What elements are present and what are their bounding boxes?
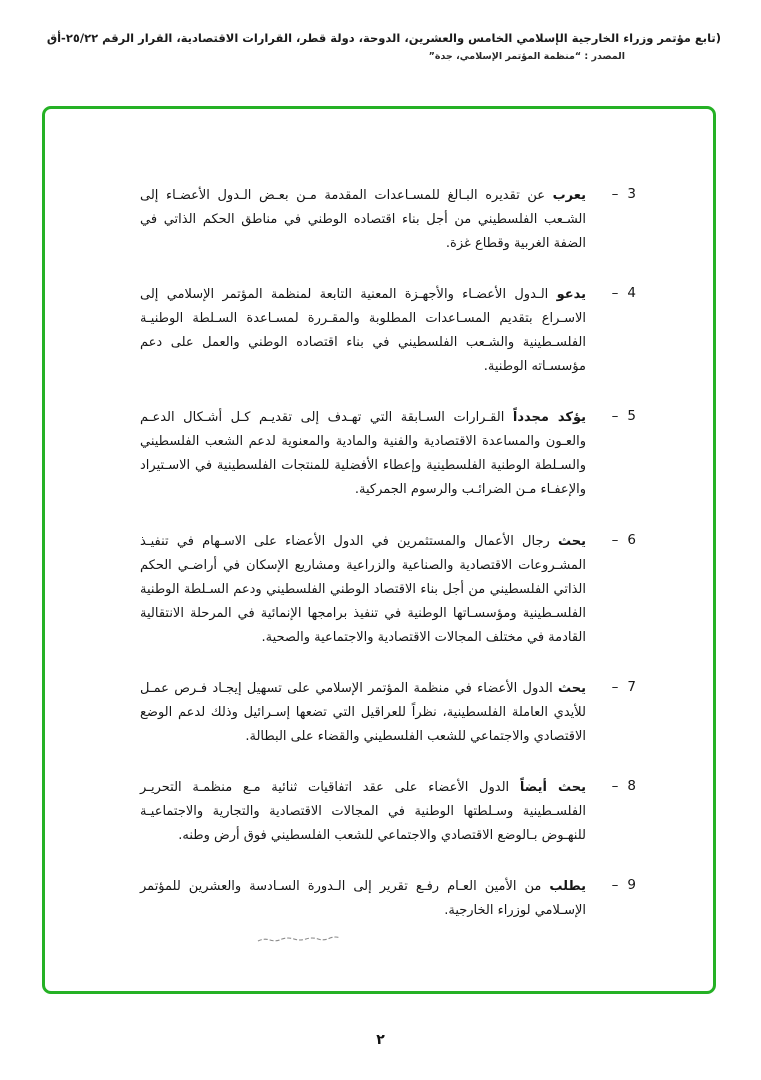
list-item bbox=[140, 776, 636, 848]
list-item bbox=[140, 283, 636, 379]
item-dash: – bbox=[611, 285, 619, 302]
item-marker bbox=[602, 184, 636, 256]
item-dash: – bbox=[611, 777, 619, 794]
item-text bbox=[140, 875, 586, 923]
item-marker bbox=[602, 283, 636, 379]
item-marker bbox=[602, 530, 636, 650]
item-number: 6 bbox=[627, 531, 636, 548]
list-item bbox=[140, 184, 636, 256]
item-marker bbox=[602, 406, 636, 502]
item-body-text: الدول الأعضاء في منظمة المؤتمر الإسلامي على تسهيل إيجـاد فـرص عمـل للأيدي العاملة الفلسطينية، نظراً للعراقيل التي تضعها إسـرائيل وذلك لدعم الوضع الاقتصادي والاجتماعي للشعب الفلسطيني والقضاء على البطالة. bbox=[140, 680, 586, 744]
list-item bbox=[140, 875, 636, 923]
list-item bbox=[140, 530, 636, 650]
item-number: 9 bbox=[627, 877, 636, 894]
item-body-text: من الأمين العـام رفـع تقرير إلى الـدورة السـادسة والعشرين للمؤتمر الإسـلامي لوزراء الخارجية. bbox=[140, 879, 586, 919]
item-lead-word: يؤكد مجدداً bbox=[512, 410, 586, 426]
item-text bbox=[140, 776, 586, 848]
item-body-text: الـدول الأعضـاء والأجهـزة المعنية التابعة لمنظمة المؤتمر الإسلامي إلى الاسـراع بتقديم المسـاعدات المطلوبة والمقـررة لمسـاعدة السـلطة الوطنيـة الفلسـطينية والشـعب الفلسطيني في بناء اقتصاده الوطني والعمل على دعم مؤسسـاته الوطنية. bbox=[140, 287, 586, 375]
item-lead-word: يعرب bbox=[552, 188, 586, 203]
item-dash: – bbox=[611, 186, 619, 202]
item-text bbox=[140, 283, 586, 379]
item-lead-word: يطلب bbox=[549, 879, 586, 895]
item-text bbox=[140, 184, 586, 256]
item-lead-word: يحث أيضاً bbox=[519, 779, 587, 795]
item-number: 4 bbox=[627, 285, 636, 302]
item-marker bbox=[602, 776, 636, 848]
resolution-list bbox=[42, 106, 716, 994]
item-dash: – bbox=[611, 408, 619, 425]
item-dash: – bbox=[611, 531, 619, 548]
item-text bbox=[140, 677, 586, 749]
item-lead-word: يحث bbox=[557, 680, 586, 696]
item-marker bbox=[602, 875, 636, 923]
item-body-text: الدول الأعضاء على عقد اتفاقيات ثنائية مـع منظمـة التحريـر الفلسـطينية وسـلطتها الوطنية في المجالات الاقتصادية والتجارية والاجتماعيـة للنهـوض بـالوضع الاقتصادي والاجتماعي للشعب الفلسطيني فوق أرض وطنه. bbox=[140, 779, 586, 843]
item-number: 7 bbox=[627, 678, 636, 695]
item-body-text: رجال الأعمال والمستثمرين في الدول الأعضاء على الاسـهام في تنفيـذ المشـروعات الاقتصادية والصناعية والزراعية ومشاريع الإسكان في أراضـي الحكم الذاتي الفلسطيني من أجل بناء الاقتصاد الوطني الفلسطيني ودعم السـلطة الوطنية الفلسـطينية ومؤسسـاتها الوطنية في تنفيذ برامجها الإنمائية في المرحلة الانتقالية القادمة في مختلف المجالات الاقتصادية والاجتماعية والصحية. bbox=[140, 533, 586, 645]
item-number: 8 bbox=[627, 777, 636, 794]
page-number: ٢ bbox=[376, 1032, 385, 1048]
list-item bbox=[140, 406, 636, 502]
item-lead-word: يحث bbox=[557, 533, 586, 549]
item-lead-word: يدعو bbox=[556, 287, 586, 303]
list-item bbox=[140, 677, 636, 749]
item-number: 3 bbox=[627, 186, 636, 202]
item-text bbox=[140, 530, 586, 650]
header-source: المصدر : “منظمة المؤتمر الإسلامي، جدة” bbox=[428, 51, 625, 63]
item-marker bbox=[602, 677, 636, 749]
item-number: 5 bbox=[627, 408, 636, 425]
item-body-text: القـرارات السـابقة التي تهـدف إلى تقديـم كـل أشـكال الدعـم والعـون والمساعدة الاقتصادية والفنية والمادية والمعنوية لدعم الشعب الفلسطيني والسـلطة الوطنية الفلسطينية وإعطاء الأفضلية للمنتجات الفلسطينية في الاسـتيراد والإعفـاء مـن الضرائـب والرسوم الجمركية. bbox=[140, 410, 586, 498]
scribble-separator bbox=[257, 936, 349, 944]
item-dash: – bbox=[611, 877, 619, 894]
item-body-text: عن تقديره البـالغ للمسـاعدات المقدمة مـن بعـض الـدول الأعضـاء إلى الشـعب الفلسطيني من أجل بناء اقتصاده الوطني في مناطق الحكم الذاتي في الضفة الغربية وقطاع غزة. bbox=[140, 188, 586, 252]
document-header bbox=[40, 30, 721, 62]
item-dash: – bbox=[611, 678, 619, 695]
item-text bbox=[140, 406, 586, 502]
header-title: (تابع مؤتمر وزراء الخارجية الإسلامي الخامس والعشرين، الدوحة، دولة قطر، القرارات الاقتصادية، القرار الرقم ٢٥/٢٢-أق bbox=[46, 31, 721, 45]
